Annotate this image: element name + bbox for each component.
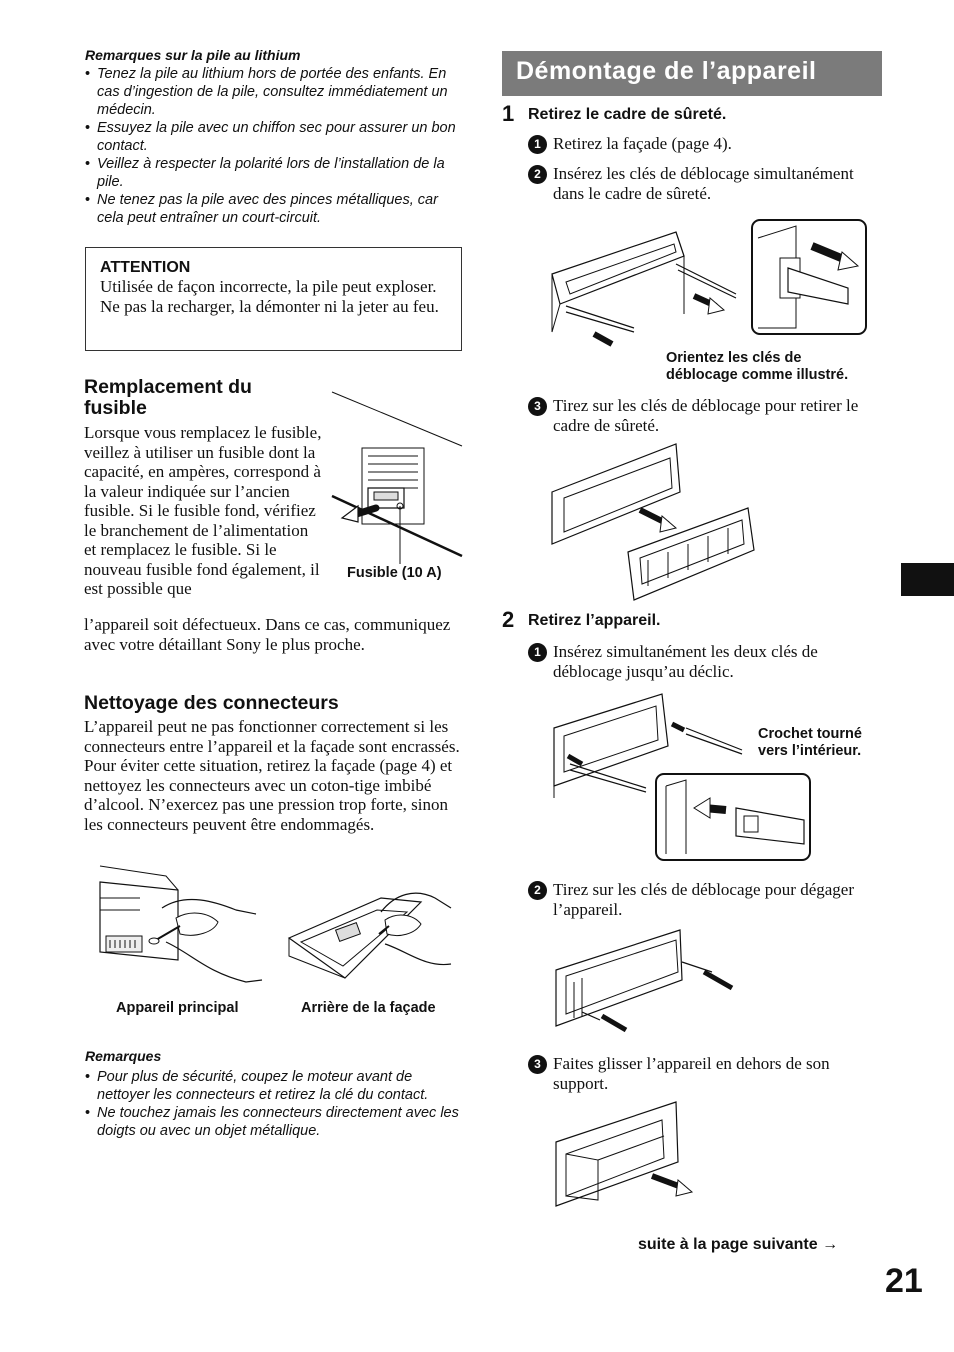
list-item: • Ne touchez jamais les connecteurs directement avec les doigts ou avec un objet métallique.	[85, 1104, 465, 1140]
step1-number: 1	[502, 101, 515, 126]
lithium-notes-list	[85, 65, 465, 227]
step1-sub3-number: 3	[528, 397, 547, 416]
section-title: Démontage de l’appareil	[502, 51, 882, 96]
fuse-body-narrow: Lorsque vous remplacez le fusible, veillez à utiliser un fusible dont la capacité, en ampères, correspond à la valeur indiquée sur l’ancien fusible. Si le fusible fond, vérifiez le branchement de l’alimentation et remplacez le fusible. Si le nouveau fusible fond également, il est possible que	[84, 423, 322, 598]
remarks-title: Remarques	[85, 1048, 162, 1064]
step2-title: Retirez l’appareil.	[528, 612, 661, 629]
list-item: • Essuyez la pile avec un chiffon sec pour assurer un bon contact.	[85, 119, 465, 155]
fuse-illustration	[328, 388, 468, 568]
step1-sub3-text: Tirez sur les clés de déblocage pour retirer le cadre de sûreté.	[553, 396, 859, 435]
lithium-notes-title: Remarques sur la pile au lithium	[85, 47, 301, 63]
step1-title: Retirez le cadre de sûreté.	[528, 106, 727, 123]
attention-box	[85, 247, 462, 351]
list-item: • Tenez la pile au lithium hors de portée des enfants. En cas d’ingestion de la pile, consultez immédiatement un médecin.	[85, 65, 465, 119]
step2-number: 2	[502, 607, 515, 632]
step2-sub1-text: Insérez simultanément les deux clés de déblocage jusqu’au déclic.	[553, 642, 818, 681]
main-unit-connector-illustration	[96, 862, 266, 990]
continue-note: suite à la page suivante →	[638, 1236, 839, 1253]
step2-caption: Crochet tourné vers l’intérieur.	[758, 726, 862, 759]
remarks-list	[85, 1068, 465, 1140]
list-item: • Ne tenez pas la pile avec des pinces métalliques, car cela peut entraîner un court-circuit.	[85, 191, 465, 227]
step2-sub3-number: 3	[528, 1055, 547, 1074]
step1-sub1	[528, 134, 883, 154]
step1-sub1-number: 1	[528, 135, 547, 154]
step1-sub3	[528, 396, 883, 436]
step2-sub1	[528, 642, 883, 682]
step1-sub1-text: Retirez la façade (page 4).	[553, 134, 732, 153]
cleaning-body: L’appareil peut ne pas fonctionner correctement si les connecteurs entre l’appareil et la façade sont encrassés. Pour éviter cette situation, retirez la façade (page 4) et nettoyez les connecteurs avec un coton-tige imbibé d’alcool. N’exercez pas une pression trop forte, sinon les connecteurs peuvent être endommagés.	[84, 717, 460, 834]
list-item: • Pour plus de sécurité, coupez le moteur avant de nettoyer les connecteurs et retirez la clé du contact.	[85, 1068, 465, 1104]
step1-sub2-text: Insérez les clés de déblocage simultanément dans le cadre de sûreté.	[553, 164, 854, 203]
slide-out-illustration	[552, 1100, 722, 1208]
insert-keys-click-illustration	[550, 690, 814, 862]
attention-body: Utilisée de façon incorrecte, la pile peut exploser. Ne pas la recharger, la démonter ni la jeter au feu.	[100, 277, 439, 316]
main-unit-caption: Appareil principal	[116, 1000, 239, 1016]
step2-sub2-number: 2	[528, 881, 547, 900]
fuse-caption: Fusible (10 A)	[347, 565, 442, 581]
step1-caption: Orientez les clés de déblocage comme illustré.	[666, 350, 849, 383]
step2-sub3-text: Faites glisser l’appareil en dehors de son support.	[553, 1054, 830, 1093]
pull-unit-illustration	[552, 926, 742, 1036]
step1-sub2-number: 2	[528, 165, 547, 184]
faceplate-rear-caption: Arrière de la façade	[301, 1000, 436, 1016]
step2-sub2	[528, 880, 883, 920]
fuse-body-wide: l’appareil soit défectueux. Dans ce cas, communiquez avec votre détaillant Sony le plus proche.	[84, 615, 451, 654]
insert-keys-illustration	[548, 218, 868, 350]
faceplate-rear-illustration	[285, 868, 455, 986]
attention-title: ATTENTION	[100, 259, 191, 276]
fuse-heading: Remplacement du fusible	[84, 376, 252, 419]
page-number: 21	[885, 1262, 923, 1300]
step2-sub1-number: 1	[528, 643, 547, 662]
step2-sub2-text: Tirez sur les clés de déblocage pour dégager l’appareil.	[553, 880, 855, 919]
list-item: • Veillez à respecter la polarité lors de l’installation de la pile.	[85, 155, 465, 191]
section-tab-marker	[901, 563, 954, 596]
cleaning-heading: Nettoyage des connecteurs	[84, 692, 339, 714]
remove-frame-illustration	[548, 440, 768, 606]
step1-sub2	[528, 164, 883, 204]
step2-sub3	[528, 1054, 883, 1094]
